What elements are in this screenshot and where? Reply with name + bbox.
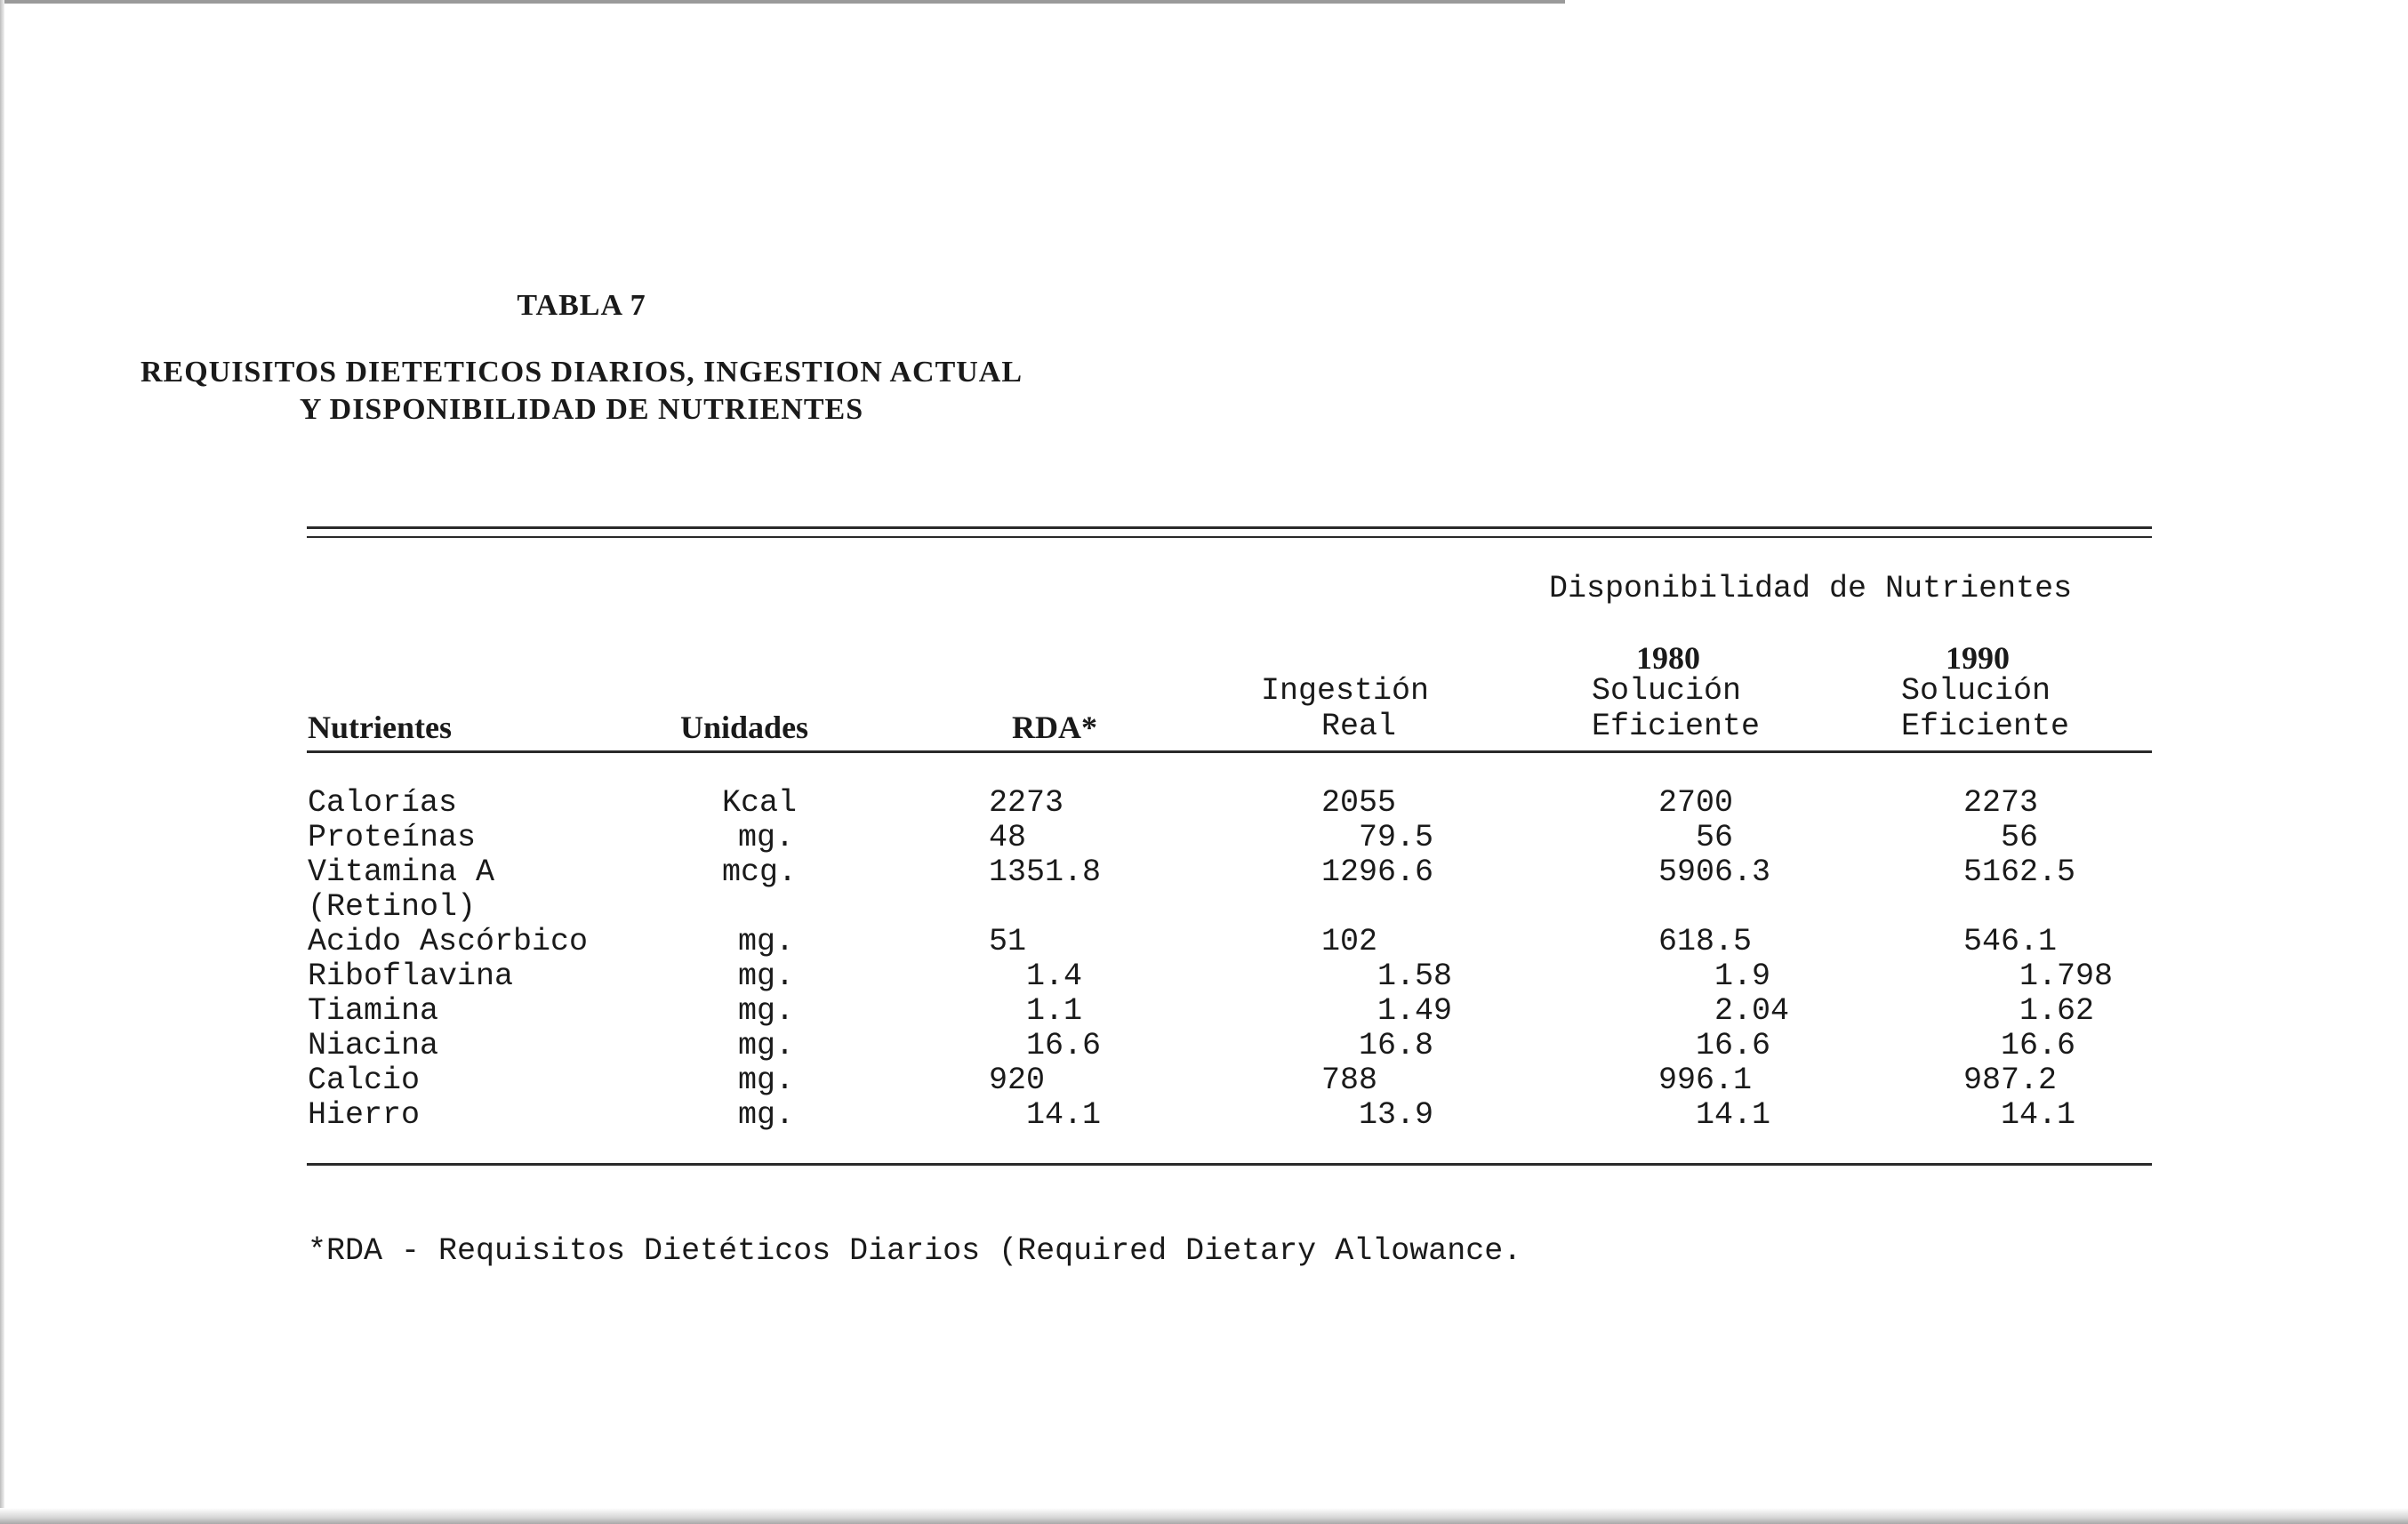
- header-real: Real: [1321, 709, 1397, 744]
- table-title-line1: REQUISITOS DIETETICOS DIARIOS, INGESTION ACTUAL: [140, 356, 1023, 389]
- header-1980-year: 1980: [1636, 640, 1700, 676]
- cell-s1990: 5162.5: [1963, 854, 2076, 890]
- cell-s1980: 1.9: [1714, 959, 1771, 994]
- cell-s1980: 14.1: [1696, 1097, 1771, 1133]
- header-unidades: Unidades: [680, 710, 809, 745]
- group-header: Disponibilidad de Nutrientes: [1549, 571, 2073, 606]
- cell-nutriente: (Retinol): [308, 889, 477, 925]
- cell-s1990: 56: [2001, 820, 2039, 855]
- cell-unidad: mg.: [738, 993, 795, 1029]
- cell-ingestion: 16.8: [1359, 1028, 1434, 1063]
- cell-rda: 16.6: [1026, 1028, 1102, 1063]
- cell-s1990: 1.62: [2019, 993, 2095, 1029]
- page-edge: [0, 0, 4, 1524]
- cell-unidad: mg.: [738, 820, 795, 855]
- cell-rda: 920: [989, 1063, 1046, 1098]
- cell-s1990: 1.798: [2019, 959, 2114, 994]
- cell-s1990: 14.1: [2001, 1097, 2076, 1133]
- cell-unidad: mg.: [738, 959, 795, 994]
- cell-nutriente: Hierro: [308, 1097, 421, 1133]
- cell-nutriente: Niacina: [308, 1028, 439, 1063]
- cell-ingestion: 13.9: [1359, 1097, 1434, 1133]
- cell-ingestion: 1.58: [1377, 959, 1453, 994]
- header-rule: [307, 750, 2152, 753]
- cell-ingestion: 2055: [1321, 785, 1397, 821]
- cell-s1990: 987.2: [1963, 1063, 2058, 1098]
- header-rda: RDA*: [1012, 710, 1097, 745]
- cell-rda: 1.4: [1026, 959, 1083, 994]
- cell-nutriente: Calorías: [308, 785, 458, 821]
- header-1990-label: Solución: [1901, 673, 2051, 709]
- cell-nutriente: Calcio: [308, 1063, 421, 1098]
- cell-s1980: 2.04: [1714, 993, 1790, 1029]
- top-rule: [307, 536, 2152, 538]
- cell-rda: 2273: [989, 785, 1064, 821]
- header-nutrientes: Nutrientes: [308, 710, 452, 745]
- page-edge: [0, 0, 1565, 4]
- cell-nutriente: Tiamina: [308, 993, 439, 1029]
- cell-s1980: 16.6: [1696, 1028, 1771, 1063]
- page-edge: [0, 1508, 2408, 1524]
- table-label: TABLA 7: [517, 289, 646, 322]
- cell-s1990: 546.1: [1963, 924, 2058, 959]
- top-rule: [307, 526, 2152, 529]
- cell-ingestion: 79.5: [1359, 820, 1434, 855]
- cell-unidad: Kcal: [722, 785, 798, 821]
- cell-nutriente: Proteínas: [308, 820, 477, 855]
- header-1990-year: 1990: [1946, 640, 2010, 676]
- table-title-line2: Y DISPONIBILIDAD DE NUTRIENTES: [299, 393, 864, 426]
- cell-rda: 48: [989, 820, 1027, 855]
- cell-s1980: 5906.3: [1658, 854, 1771, 890]
- cell-s1980: 2700: [1658, 785, 1734, 821]
- cell-s1980: 618.5: [1658, 924, 1753, 959]
- cell-rda: 51: [989, 924, 1027, 959]
- header-1990-eficiente: Eficiente: [1901, 709, 2070, 744]
- cell-ingestion: 102: [1321, 924, 1378, 959]
- cell-ingestion: 1296.6: [1321, 854, 1434, 890]
- header-ingestion: Ingestión: [1261, 673, 1430, 709]
- header-1980-label: Solución: [1592, 673, 1742, 709]
- cell-rda: 1351.8: [989, 854, 1102, 890]
- cell-nutriente: Acido Ascórbico: [308, 924, 589, 959]
- cell-s1980: 996.1: [1658, 1063, 1753, 1098]
- cell-unidad: mcg.: [722, 854, 798, 890]
- cell-ingestion: 788: [1321, 1063, 1378, 1098]
- cell-s1980: 56: [1696, 820, 1734, 855]
- cell-nutriente: Riboflavina: [308, 959, 514, 994]
- bottom-rule: [307, 1163, 2152, 1166]
- cell-rda: 1.1: [1026, 993, 1083, 1029]
- header-1980-eficiente: Eficiente: [1592, 709, 1761, 744]
- cell-unidad: mg.: [738, 1097, 795, 1133]
- cell-nutriente: Vitamina A: [308, 854, 495, 890]
- cell-unidad: mg.: [738, 1063, 795, 1098]
- cell-ingestion: 1.49: [1377, 993, 1453, 1029]
- cell-unidad: mg.: [738, 924, 795, 959]
- cell-rda: 14.1: [1026, 1097, 1102, 1133]
- footnote: *RDA - Requisitos Dietéticos Diarios (Required Dietary Allowance.: [308, 1233, 1522, 1269]
- cell-unidad: mg.: [738, 1028, 795, 1063]
- cell-s1990: 16.6: [2001, 1028, 2076, 1063]
- cell-s1990: 2273: [1963, 785, 2039, 821]
